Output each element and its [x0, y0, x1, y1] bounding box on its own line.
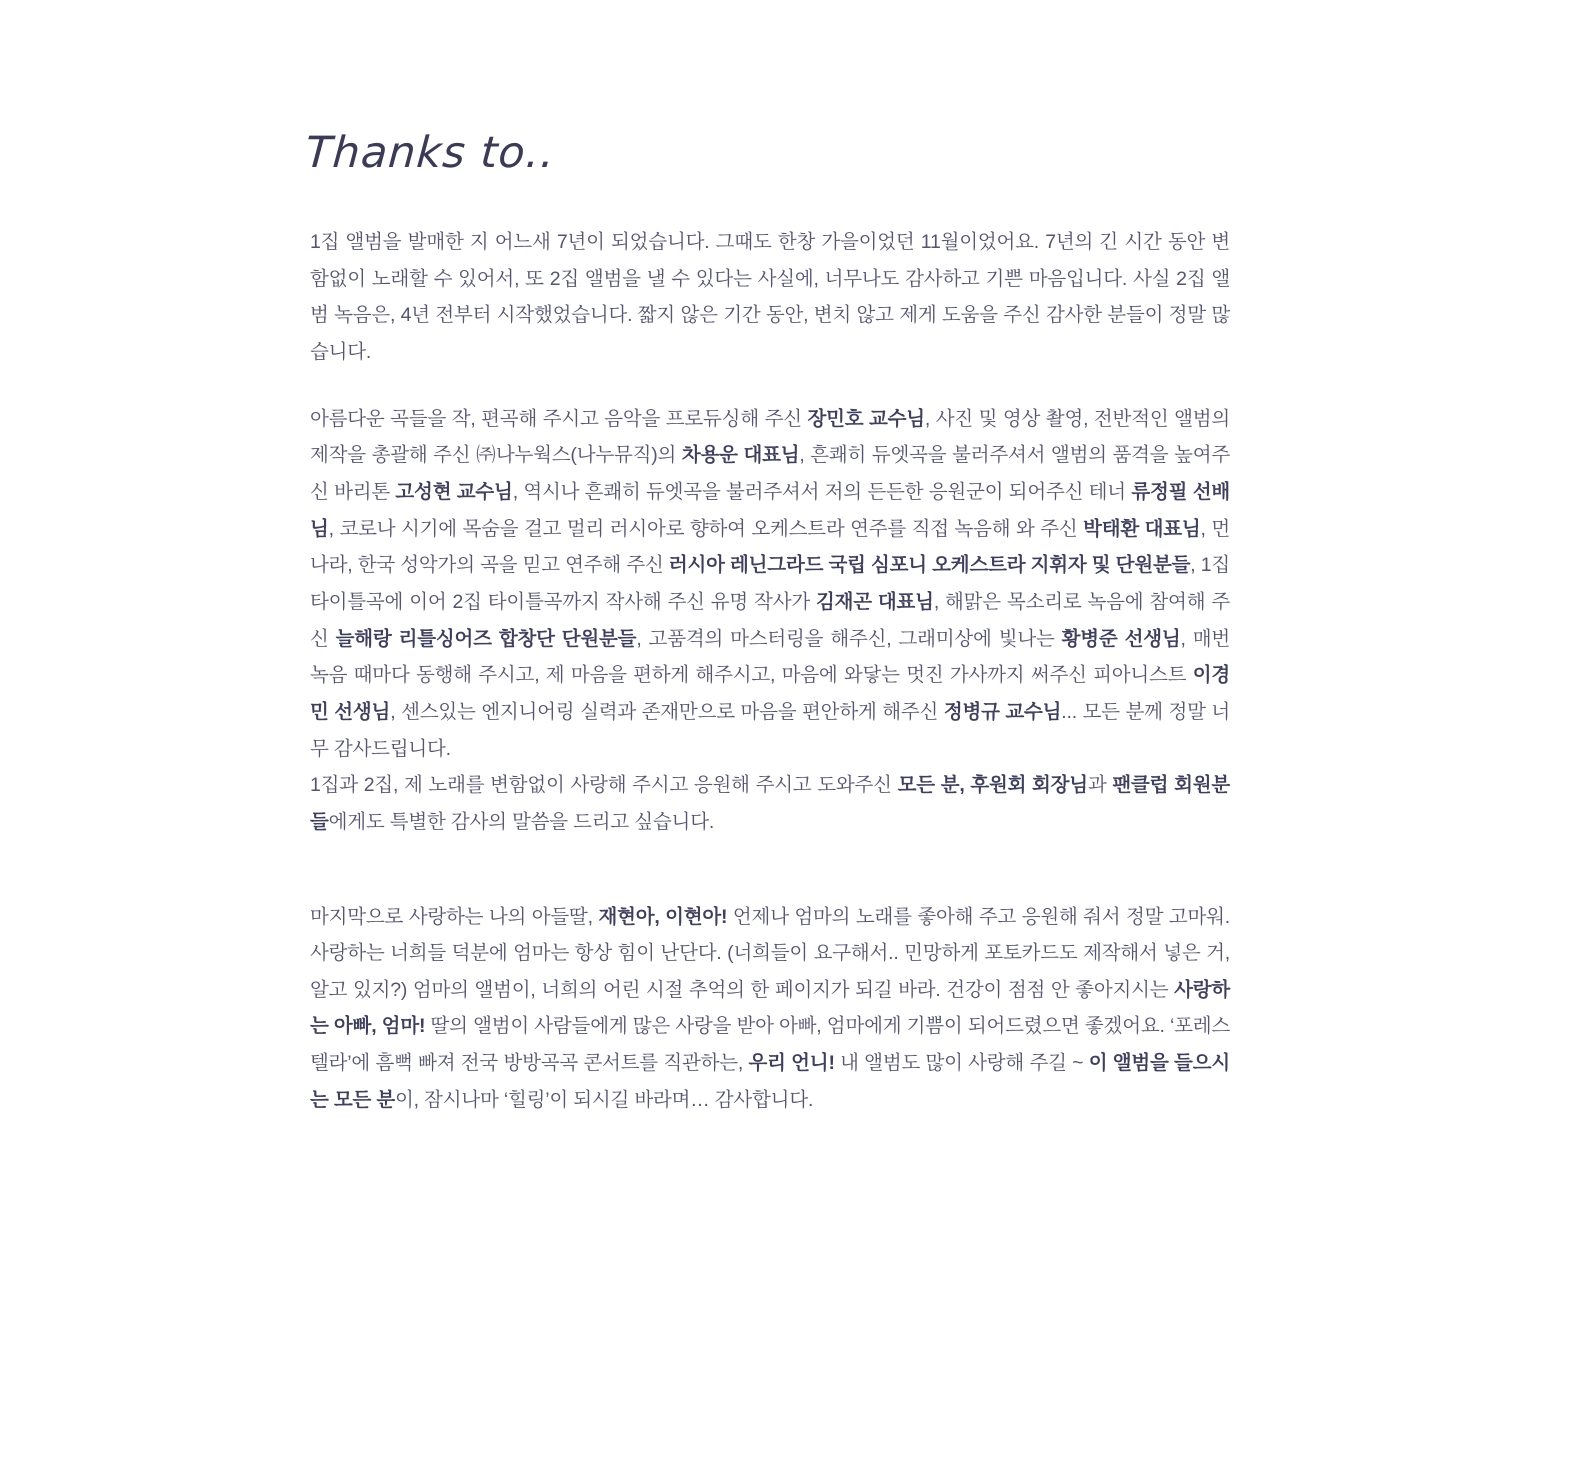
paragraph-spacer — [310, 871, 1230, 899]
text-run: , 사진 및 영상 촬영, 전반적인 앨범의 제작을 총괄해 주신 ㈜나누웍스(나누뮤직)의 — [310, 407, 1230, 467]
highlighted-name: 러시아 레닌그라드 국립 심포니 오케스트라 지휘자 및 단원분들 — [668, 554, 1191, 577]
text-run: 마지막으로 사랑하는 나의 아들딸, — [310, 905, 599, 928]
paragraph-intro — [310, 224, 1230, 371]
text-run: , 해맑은 목소리로 녹음에 참여해 주신 — [310, 590, 1230, 650]
page-title: Thanks to.. — [303, 128, 557, 178]
highlighted-name: 우리 언니! — [748, 1052, 835, 1075]
thanks-to-body — [310, 224, 1230, 1118]
highlighted-name: 김재곤 대표님 — [815, 590, 934, 613]
text-run: , 1집 타이틀곡에 이어 2집 타이틀곡까지 작사해 주신 유명 작사가 — [310, 554, 1230, 613]
text-run: 과 — [1087, 774, 1113, 797]
highlighted-name: 재현아, 이현아! — [598, 905, 728, 928]
highlighted-name: 모든 분, 후원회 회장님 — [897, 774, 1088, 797]
highlighted-name: 황병준 선생님 — [1061, 627, 1181, 650]
text-run: , 코로나 시기에 목숨을 걸고 멀리 러시아로 향하여 오케스트라 연주를 직접 녹음해 와 주신 — [328, 517, 1084, 540]
text-run: 내 앨범도 많이 사랑해 주길 ~ — [834, 1052, 1089, 1075]
highlighted-name: 박태환 대표님 — [1083, 517, 1201, 540]
text-run: , 고품격의 마스터링을 해주신, 그래미상에 빛나는 — [636, 627, 1062, 650]
text-run: , 먼 나라, 한국 성악가의 곡을 믿고 연주해 주신 — [310, 517, 1230, 577]
highlighted-name: 이 앨범을 들으시는 모든 분 — [310, 1052, 1230, 1111]
highlighted-name: 팬클럽 회원분들 — [310, 774, 1231, 833]
highlighted-name: 늘해랑 리틀싱어즈 합창단 단원분들 — [335, 627, 637, 650]
text-run: 아름다운 곡들을 작, 편곡해 주시고 음악을 프로듀싱해 주신 — [310, 407, 808, 430]
text-run: 언제나 엄마의 노래를 좋아해 주고 응원해 줘서 정말 고마워. 사랑하는 너희들 덕분에 엄마는 항상 힘이 난단다. (너희들이 요구해서.. 민망하게 포토카드도 제작해서 넣은 거, 알고 있지?) 엄마의 앨범이, 너희의 어린 시절 추억의 한 페이지가 되길 바라. 건강이 점점 안 좋아지시는 — [310, 905, 1230, 1001]
highlighted-name: 차용운 대표님 — [681, 444, 800, 467]
text-run: , 매번 녹음 때마다 동행해 주시고, 제 마음을 편하게 해주시고, 마음에 와닿는 멋진 가사까지 써주신 피아니스트 — [310, 627, 1231, 687]
text-run: , 흔쾌히 듀엣곡을 불러주셔서 앨범의 품격을 높여주신 바리톤 — [310, 444, 1231, 503]
paragraph-family — [310, 899, 1230, 1119]
text-run: , 역시나 흔쾌히 듀엣곡을 불러주셔서 저의 든든한 응원군이 되어주신 테너 — [512, 480, 1132, 503]
highlighted-name: 이경민 선생님 — [310, 664, 1230, 723]
highlighted-name: 고성현 교수님 — [395, 480, 513, 503]
text-run: 에게도 특별한 감사의 말씀을 드리고 싶습니다. — [328, 810, 715, 833]
text-run: 1집 앨범을 발매한 지 어느새 7년이 되었습니다. 그때도 한창 가을이었던 11월이었어요. 7년의 긴 시간 동안 변함없이 노래할 수 있어서, 또 2집 앨범을 낼 수 있다는 사실에, 너무나도 감사하고 기쁜 마음입니다. 사실 2집 앨범 녹음은, 4년 전부터 시작했었습니다. 짧지 않은 기간 동안, 변치 않고 제게 도움을 주신 감사한 분들이 정말 많습니다. — [310, 231, 1230, 363]
paragraph-fans — [310, 767, 1230, 840]
text-run: ... 모든 분께 정말 너무 감사드립니다. — [310, 700, 1230, 760]
highlighted-name: 류정필 선배님 — [310, 480, 1230, 540]
text-run: 이, 잠시나마 ‘힐링’이 되시길 바라며… 감사합니다. — [394, 1088, 814, 1111]
document-page — [303, 0, 1231, 1148]
text-run: 1집과 2집, 제 노래를 변함없이 사랑해 주시고 응원해 주시고 도와주신 — [310, 774, 898, 797]
highlighted-name: 정병규 교수님 — [943, 700, 1062, 723]
highlighted-name: 장민호 교수님 — [807, 407, 925, 430]
text-run: 딸의 앨범이 사람들에게 많은 사랑을 받아 아빠, 엄마에게 기쁨이 되어드렸으면 좋겠어요. ‘포레스텔라’에 흠뻑 빠져 전국 방방곡곡 콘서트를 직관하는, — [310, 1015, 1230, 1075]
highlighted-name: 사랑하는 아빠, 엄마! — [310, 978, 1230, 1038]
paragraph-thanks-list — [310, 401, 1230, 768]
text-run: , 센스있는 엔지니어링 실력과 존재만으로 마음을 편안하게 해주신 — [390, 700, 944, 723]
